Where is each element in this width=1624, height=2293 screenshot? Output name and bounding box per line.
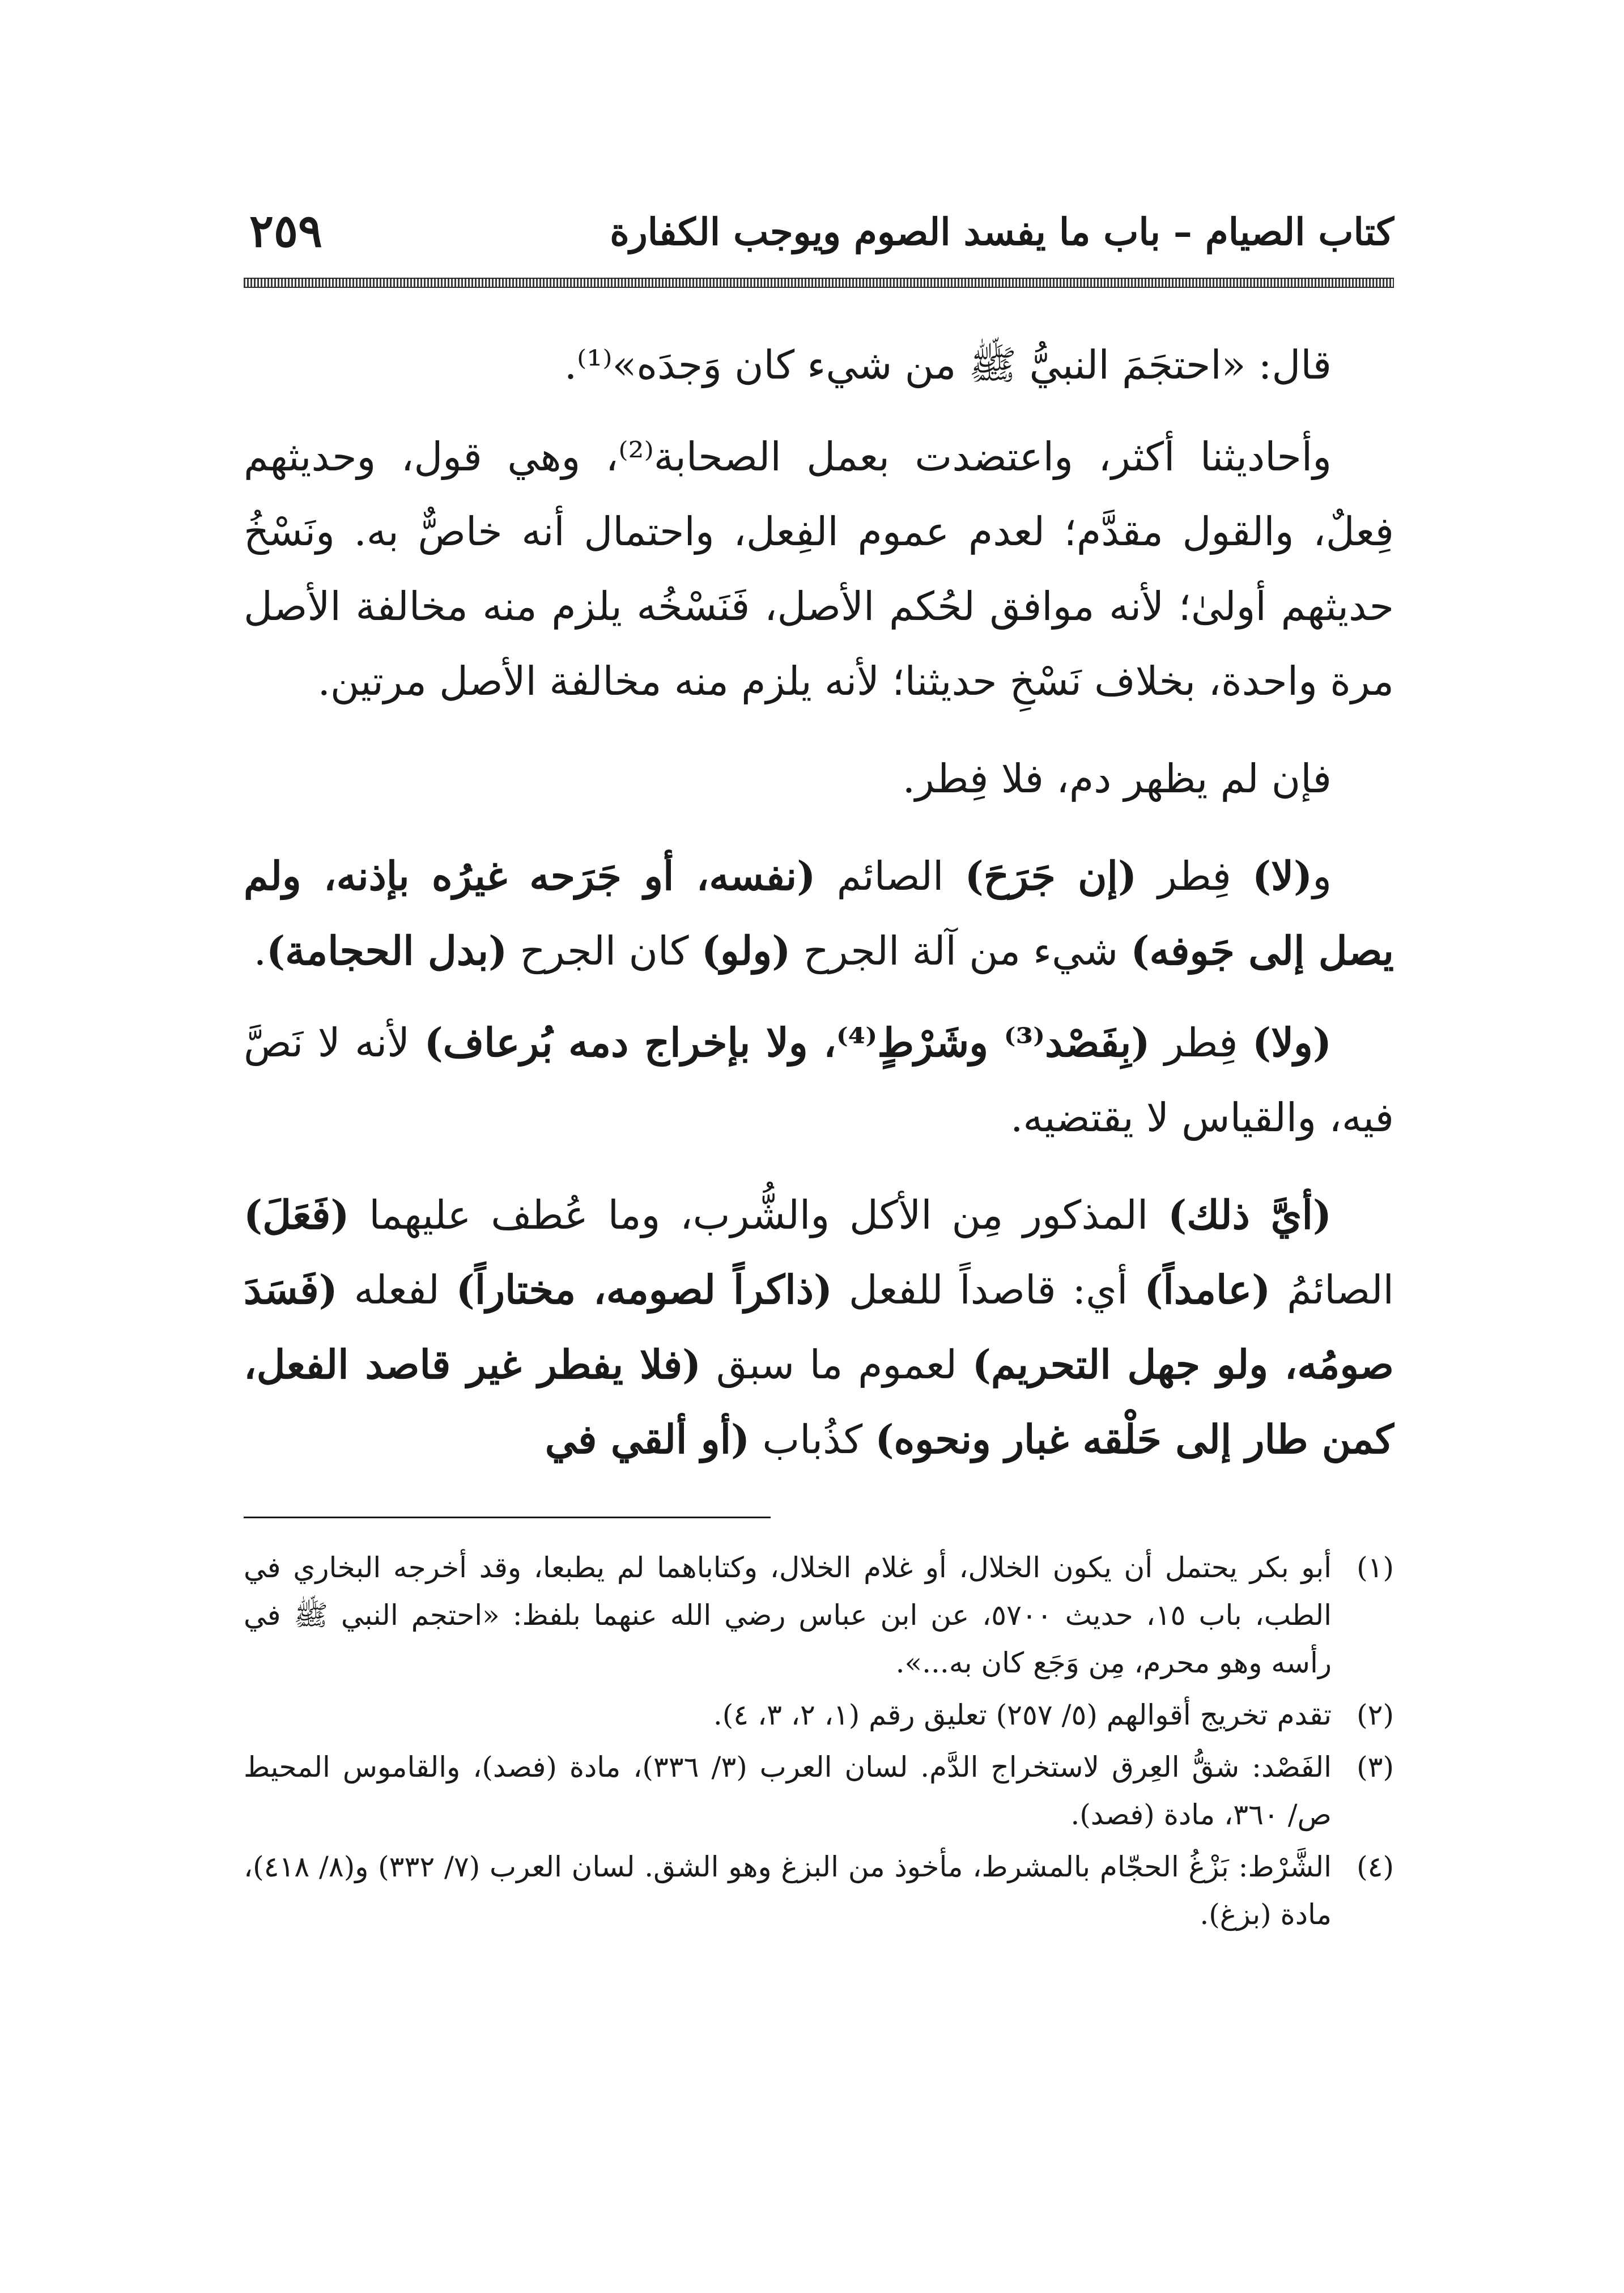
matn-text: (أيَّ ذلك) [1168, 1191, 1332, 1238]
matn-text: (عامداً) [1144, 1266, 1271, 1313]
footnote-text: الفَصْد: شقُّ العِرق لاستخراج الدَّم. لسان العرب (٣/ ٣٣٦)، مادة (فصد)، والقاموس المحيط ص/ ٣٦٠، مادة (فصد). [244, 1751, 1332, 1831]
text-run: لأنه لا نَصَّ فيه، والقياس لا يقتضيه. [244, 1020, 1394, 1141]
text-run: و [1312, 853, 1332, 899]
footnote [244, 1544, 1394, 1687]
page-header [244, 204, 1394, 278]
text-run: كان الجرح [507, 928, 702, 974]
text-run: فِطر [1150, 1020, 1253, 1066]
paragraph-3: فإن لم يظهر دم، فلا فِطر. [902, 755, 1332, 802]
matn-text: (نفسه، أو جَرَحه غيرُه بإذنه، ولم يصل إلى جَوفه) [244, 852, 1394, 974]
page-number: ٢٥٩ [249, 204, 322, 257]
matn-text: (بِفَصْد⁽³⁾ وشَرْطٍ⁽⁴⁾، ولا بإخراج دمه بُرعاف) [424, 1019, 1150, 1066]
matn-text: (فلا يفطر غير قاصد الفعل، كمن طار إلى حَلْقه غبار ونحوه) [244, 1341, 1394, 1463]
footnote-number: (٢) [1357, 1698, 1394, 1731]
footnote-text: الشَّرْط: بَزْغُ الحجّام بالمشرط، مأخوذ من البزغ وهو الشق. لسان العرب (٧/ ٣٣٢) و(٨/ ٤١٨)، مادة (بزغ). [244, 1850, 1332, 1931]
header-rule [244, 278, 1394, 288]
paragraph-2: وأحاديثنا أكثر، واعتضدت بعمل الصحابة⁽²⁾، وهي قول، وحديثهم فِعلٌ، والقول مقدَّم؛ لعدم عموم الفِعل، واحتمال أنه خاصٌّ به. ونَسْخُ حديثهم أولىٰ؛ لأنه موافق لحُكم الأصل، فَنَسْخُه يلزم منه مخالفة الأصل مرة واحدة، بخلاف نَسْخِ حديثنا؛ لأنه يلزم منه مخالفة الأصل مرتين. [244, 434, 1394, 704]
footnote-number: (٣) [1357, 1751, 1394, 1784]
footnote-text: تقدم تخريج أقوالهم (٥/ ٢٥٧) تعليق رقم (١، ٢، ٣، ٤). [713, 1698, 1332, 1731]
text-run: شيء من آلة الجرح [790, 928, 1131, 974]
text-run: . [253, 928, 267, 974]
paragraph-6 [244, 1178, 1394, 1477]
text-run: كذُباب [750, 1416, 875, 1463]
text-run: لعموم ما سبق [701, 1341, 972, 1388]
footnote-number: (١) [1357, 1551, 1394, 1584]
main-text [244, 328, 1394, 1477]
book-page [244, 204, 1394, 1943]
footnotes [244, 1544, 1394, 1938]
matn-text: (فَسَدَ صومُه، ولو جهل التحريم) [244, 1266, 1394, 1388]
text-run: أي: قاصداً للفعل [832, 1267, 1145, 1313]
footnote-number: (٤) [1357, 1850, 1394, 1883]
matn-text: (ولا) [1252, 1019, 1332, 1066]
footnote [244, 1743, 1394, 1838]
matn-text: (ذاكراً لصومه، مختاراً) [456, 1266, 832, 1313]
footnote-text: أبو بكر يحتمل أن يكون الخلال، أو غلام الخلال، وكتاباهما لم يطبعا، وقد أخرجه البخاري في الطب، باب ١٥، حديث ٥٧٠٠، عن ابن عباس رضي الله عنهما بلفظ: «احتجم النبي ﷺ في رأسه وهو محرم، مِن وَجَع كان به...». [244, 1551, 1332, 1679]
paragraph-4 [244, 839, 1394, 988]
matn-text: (فَعَلَ) [244, 1191, 350, 1238]
text-run: الصائمُ [1270, 1267, 1394, 1313]
footnote-separator [244, 1517, 771, 1518]
text-run: الصائم [815, 853, 965, 899]
matn-text: (أو ألقي في [545, 1416, 750, 1463]
matn-text: (ولو) [701, 927, 791, 974]
paragraph-1: قال: «احتجَمَ النبيُّ ﷺ من شيء كان وَجدَه»⁽¹⁾. [564, 342, 1332, 388]
matn-text: (بدل الحجامة) [266, 927, 508, 974]
text-run: المذكور مِن الأكل والشُّرب، وما عُطف عليهما [349, 1192, 1168, 1238]
text-run: فِطر [1137, 853, 1253, 899]
text-run: لفعله [337, 1267, 456, 1313]
paragraph-5 [244, 1005, 1394, 1155]
running-title: كتاب الصيام – باب ما يفسد الصوم ويوجب الكفارة [610, 210, 1394, 254]
matn-text: (إن جَرَحَ) [964, 852, 1137, 899]
footnote [244, 1843, 1394, 1938]
matn-text: (لا) [1252, 852, 1313, 899]
footnote [244, 1691, 1394, 1739]
